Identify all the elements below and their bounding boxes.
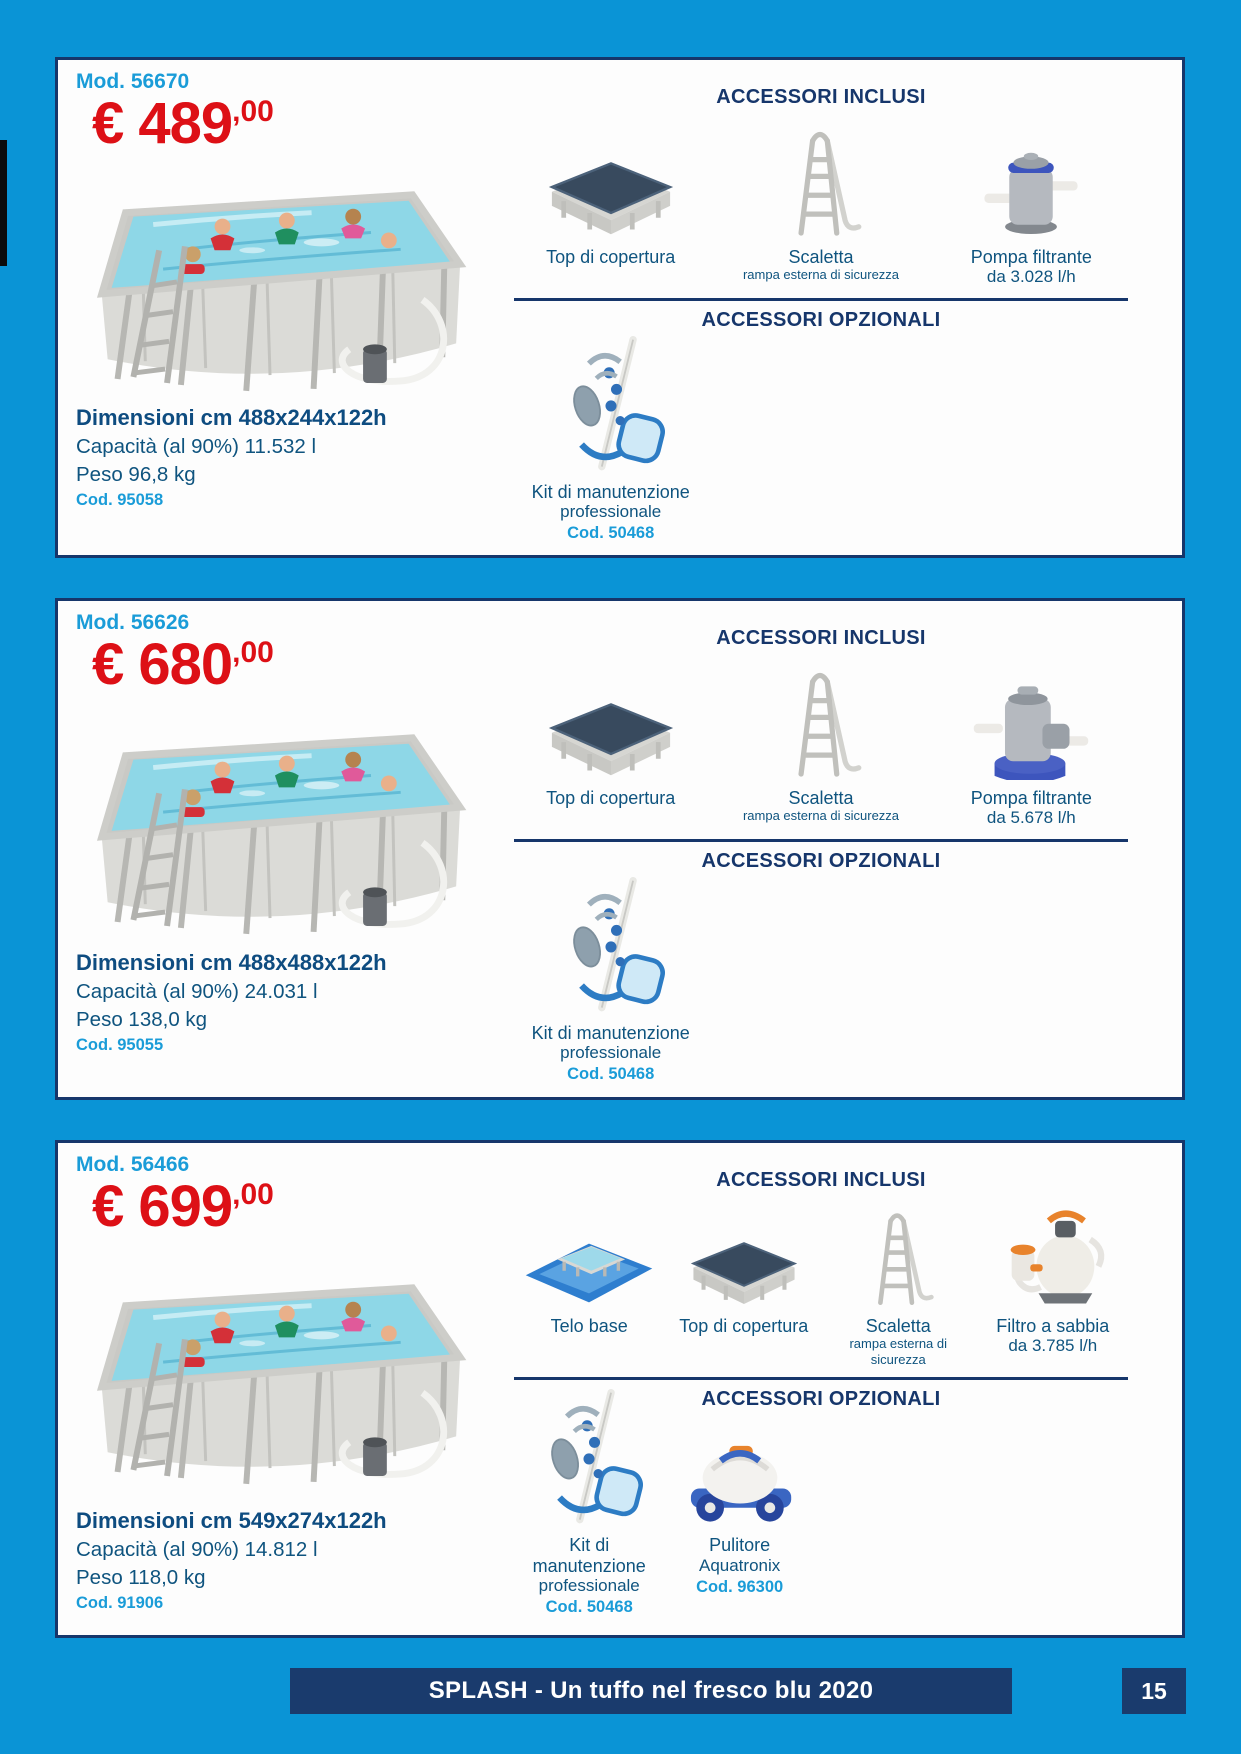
pool-photo — [68, 1238, 476, 1506]
accessory-scaletta — [724, 113, 917, 288]
product-price — [92, 1174, 476, 1239]
spec-dimensions: Dimensioni cm 549x274x122h — [76, 1507, 387, 1533]
product-price — [92, 632, 476, 697]
pool-illustration-art — [74, 155, 470, 403]
accessory-label: Pompa filtrante — [970, 788, 1092, 808]
accessory-top-copertura — [514, 113, 707, 288]
included-accessories-title: ACCESSORI INCLUSI — [716, 1169, 926, 1191]
filter-pump-icon — [968, 654, 1094, 780]
accessories-divider — [514, 839, 1128, 842]
accessory-sublabel: professionale — [538, 1575, 640, 1595]
spec-weight: Peso 138,0 kg — [76, 1007, 208, 1031]
pool-photo — [68, 696, 476, 948]
accessory-label: Kit di manutenzione — [531, 1022, 690, 1043]
accessory-kit-manutenzione — [514, 877, 707, 1085]
accessory-label: Filtro a sabbia — [996, 1316, 1110, 1336]
accessory-kit-manutenzione — [514, 336, 707, 544]
accessory-label: Kit di manutenzione — [531, 481, 690, 502]
product-card-56466 — [55, 1140, 1185, 1638]
pool-robot-icon — [676, 1415, 804, 1527]
spec-dimensions: Dimensioni cm 488x244x122h — [76, 404, 387, 430]
ladder-icon — [778, 113, 864, 239]
accessory-sublabel: da 5.678 l/h — [986, 808, 1076, 828]
product-info-column — [68, 66, 476, 549]
pool-cover-icon — [680, 1196, 808, 1308]
pool-illustration-art — [74, 1238, 470, 1506]
included-accessories-row — [514, 113, 1128, 288]
accessory-kit-manutenzione — [514, 1415, 664, 1617]
product-model: Mod. 56466 — [76, 1153, 190, 1176]
accessory-sublabel: Aquatronix — [698, 1555, 781, 1575]
price-main: € 699 — [92, 1174, 233, 1239]
accessories-divider — [514, 1377, 1128, 1380]
pool-cover-icon — [536, 113, 686, 239]
spec-dimensions: Dimensioni cm 488x488x122h — [76, 949, 387, 975]
accessory-label: Pulitore — [709, 1535, 771, 1556]
accessory-label: Scaletta — [788, 788, 854, 808]
accessory-code: Cod. 50468 — [567, 1065, 655, 1084]
accessory-filtro-sabbia — [978, 1196, 1128, 1367]
spec-weight: Peso 118,0 kg — [76, 1565, 206, 1589]
price-main: € 680 — [92, 632, 233, 697]
sand-filter-icon — [991, 1196, 1115, 1308]
pool-illustration-art — [74, 696, 470, 948]
optional-accessories-row — [514, 1415, 1128, 1617]
maintenance-kit-icon — [555, 336, 667, 474]
accessory-telo-base — [514, 1196, 664, 1367]
pool-photo — [68, 155, 476, 403]
optional-accessories-row — [514, 877, 1128, 1085]
accessory-top-copertura — [514, 654, 707, 829]
accessory-label: Pompa filtrante — [970, 247, 1092, 267]
accessory-label: Kit di manutenzione — [532, 1535, 646, 1576]
maintenance-kit-icon — [555, 877, 667, 1015]
spec-product-code: Cod. 91906 — [76, 1593, 164, 1612]
maintenance-kit-icon — [533, 1415, 645, 1527]
accessory-sublabel: da 3.028 l/h — [986, 267, 1076, 287]
accessory-top-copertura — [669, 1196, 819, 1367]
spec-product-code: Cod. 95058 — [76, 490, 164, 509]
price-main: € 489 — [92, 91, 233, 156]
product-model: Mod. 56670 — [76, 70, 190, 93]
accessory-sublabel: professionale — [560, 501, 662, 521]
accessory-label: Top di copertura — [546, 788, 676, 808]
optional-accessories-title: ACCESSORI OPZIONALI — [701, 849, 941, 872]
accessory-code: Cod. 96300 — [696, 1577, 784, 1596]
optional-accessories-title: ACCESSORI OPZIONALI — [701, 308, 941, 331]
included-accessories-title: ACCESSORI INCLUSI — [716, 86, 926, 108]
product-specs — [76, 405, 476, 510]
optional-accessories-row — [514, 336, 1128, 544]
accessory-label: Top di copertura — [546, 247, 676, 267]
product-price — [92, 91, 476, 156]
included-accessories-row — [514, 654, 1128, 829]
accessory-code: Cod. 50468 — [545, 1598, 633, 1617]
accessories-divider — [514, 298, 1128, 301]
accessory-sublabel: rampa esterna di sicurezza — [742, 267, 900, 283]
ladder-icon — [860, 1196, 936, 1308]
product-info-column — [68, 1149, 476, 1629]
product-card-56626 — [55, 598, 1185, 1100]
accessories-column — [514, 66, 1128, 549]
product-card-56670 — [55, 57, 1185, 558]
accessory-code: Cod. 50468 — [567, 524, 655, 543]
ladder-icon — [778, 654, 864, 780]
accessories-column — [514, 607, 1128, 1091]
price-decimals: ,00 — [232, 95, 274, 128]
page-edge-strip — [0, 140, 7, 266]
accessory-sublabel: da 3.785 l/h — [1008, 1336, 1098, 1356]
catalog-title: SPLASH - Un tuffo nel fresco blu 2020 — [428, 1677, 874, 1704]
accessories-column — [514, 1149, 1128, 1629]
spec-capacity: Capacità (al 90%) 24.031 l — [76, 979, 318, 1003]
ground-cloth-icon — [518, 1196, 660, 1308]
spec-capacity: Capacità (al 90%) 11.532 l — [76, 434, 317, 458]
accessory-sublabel: professionale — [560, 1042, 662, 1062]
accessory-label: Telo base — [550, 1316, 628, 1336]
spec-capacity: Capacità (al 90%) 14.812 l — [76, 1537, 318, 1561]
accessory-scaletta — [823, 1196, 973, 1367]
pool-cover-icon — [536, 654, 686, 780]
spec-product-code: Cod. 95055 — [76, 1035, 164, 1054]
product-specs — [76, 1508, 476, 1613]
included-accessories-row — [514, 1196, 1128, 1367]
footer-title-bar — [290, 1668, 1012, 1714]
optional-accessories-title: ACCESSORI OPZIONALI — [701, 1388, 941, 1411]
accessory-label: Top di copertura — [679, 1316, 809, 1336]
accessory-pulitore-aquatronix — [664, 1415, 814, 1617]
price-decimals: ,00 — [232, 636, 274, 669]
accessory-sublabel: rampa esterna di sicurezza — [849, 1336, 948, 1367]
accessory-sublabel: rampa esterna di sicurezza — [742, 808, 900, 824]
accessory-pompa-filtrante — [935, 654, 1128, 829]
price-decimals: ,00 — [232, 1178, 274, 1211]
product-info-column — [68, 607, 476, 1091]
product-model: Mod. 56626 — [76, 611, 190, 634]
filter-pump-icon — [972, 113, 1090, 239]
accessory-label: Scaletta — [788, 247, 854, 267]
accessory-scaletta — [724, 654, 917, 829]
accessory-label: Scaletta — [865, 1316, 931, 1336]
product-specs — [76, 950, 476, 1055]
accessory-pompa-filtrante — [935, 113, 1128, 288]
page-number-badge: 15 — [1122, 1668, 1186, 1714]
included-accessories-title: ACCESSORI INCLUSI — [716, 627, 926, 649]
spec-weight: Peso 96,8 kg — [76, 462, 196, 486]
